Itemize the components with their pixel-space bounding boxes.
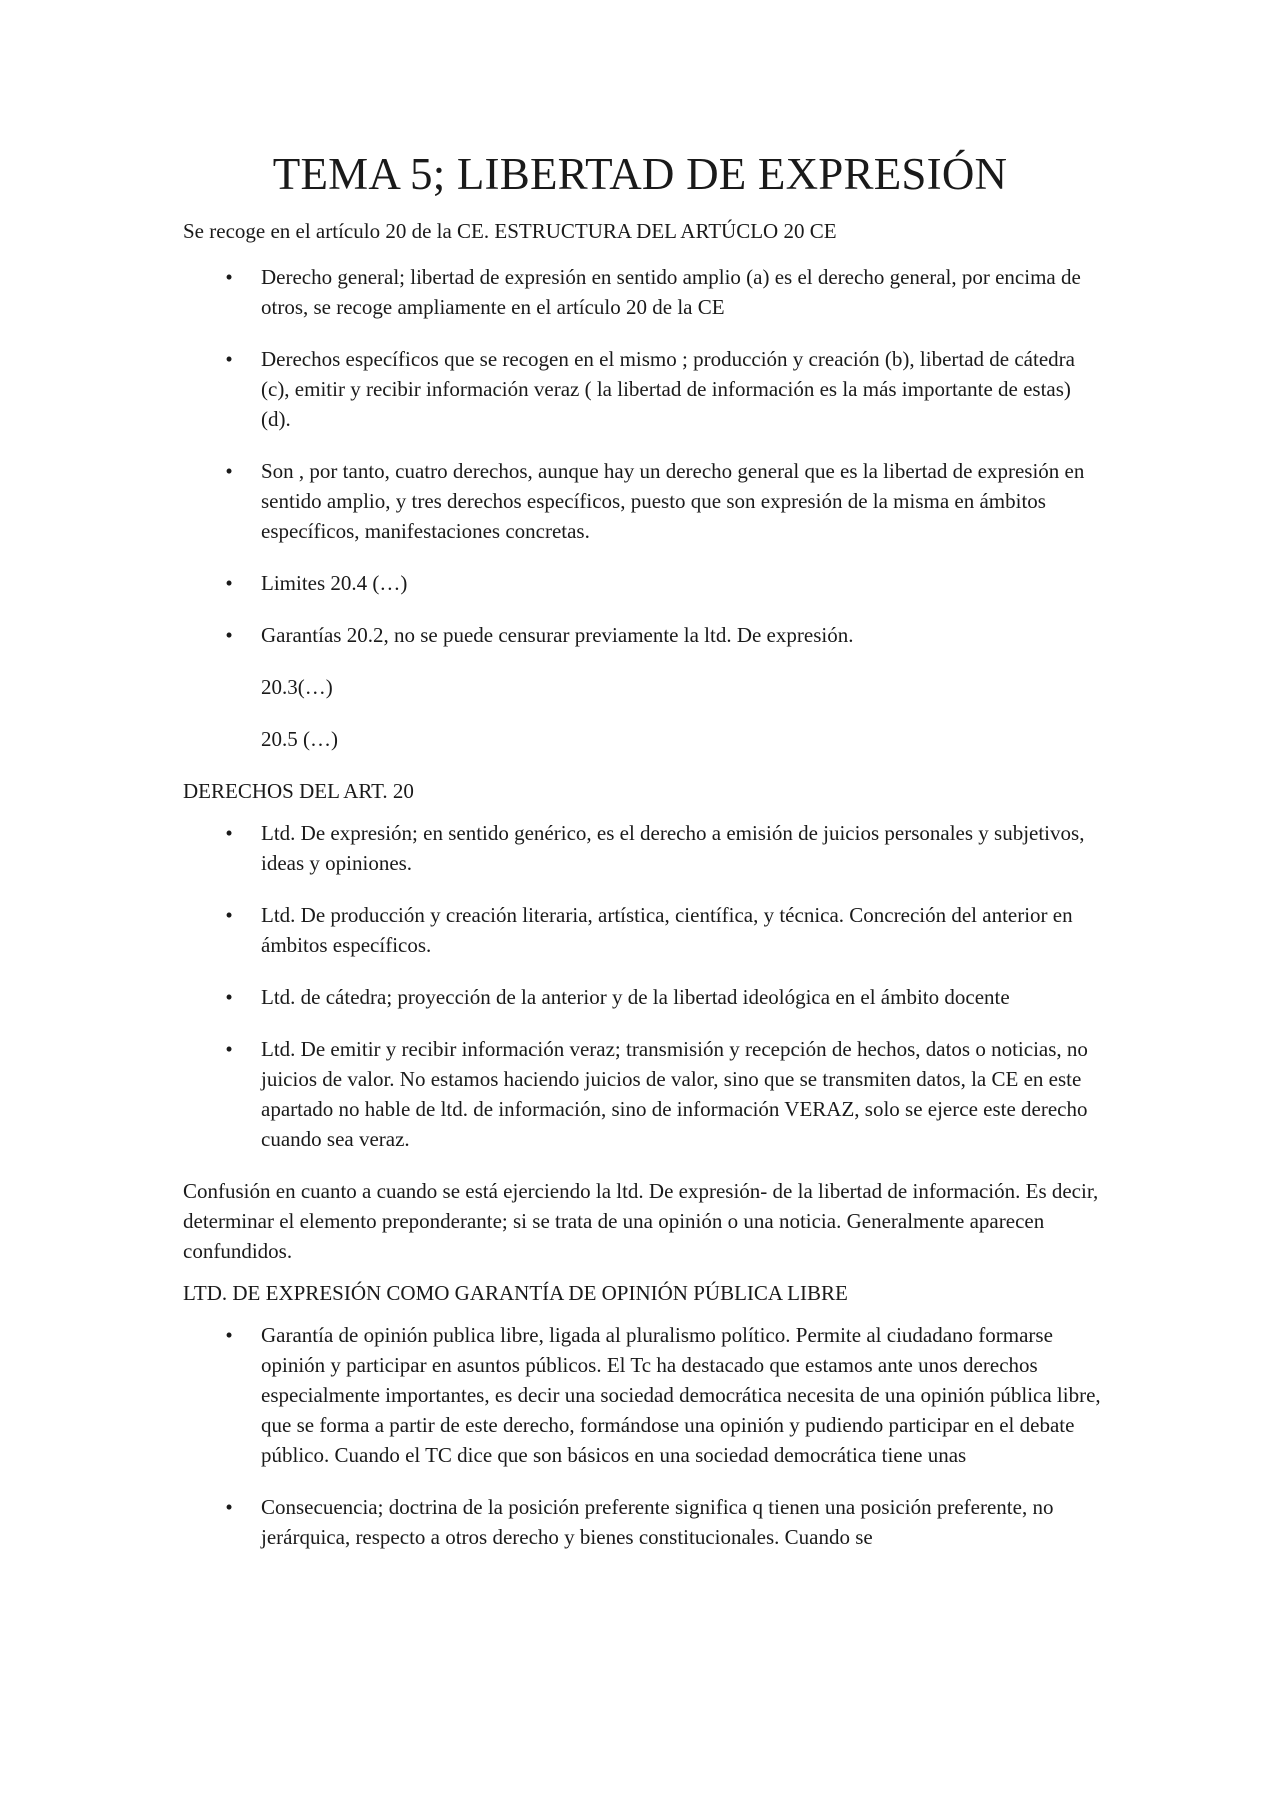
bullet-icon: •	[225, 347, 233, 371]
list-item-text: Derechos específicos que se recogen en el mismo ; producción y creación (b), libertad de cátedra (c), emitir y recibir información veraz ( la libertad de información es la más importante de estas) (d).	[261, 347, 1075, 431]
indented-sub-line: 20.5 (…)	[261, 727, 338, 751]
list-item-text: Ltd. de cátedra; proyección de la anterior y de la libertad ideológica en el ámbito docente	[261, 985, 1010, 1009]
confusion-paragraph: Confusión en cuanto a cuando se está ejerciendo la ltd. De expresión- de la libertad de información. Es decir, determinar el elemento preponderante; si se trata de una opinión o una noticia. Generalmente aparecen confundidos.	[183, 1179, 1099, 1263]
list-item-text: Garantía de opinión publica libre, ligada al pluralismo político. Permite al ciudadano formarse opinión y participar en asuntos públicos. El Tc ha destacado que estamos ante unos derechos especialmente importantes, es decir una sociedad democrática necesita de una opinión pública libre, que se forma a partir de este derecho, formándose una opinión y pudiendo participar en el debate público. Cuando el TC dice que son básicos en una sociedad democrática tiene unas	[261, 1323, 1101, 1467]
section-heading-derechos: DERECHOS DEL ART. 20	[183, 779, 414, 803]
document-body	[183, 216, 1103, 1574]
garantia-bullet-list	[183, 1320, 1103, 1552]
list-item	[183, 982, 1103, 1012]
list-item	[183, 456, 1103, 546]
indented-sub-line: 20.3(…)	[261, 675, 333, 699]
list-item	[183, 1492, 1103, 1552]
list-item	[183, 1320, 1103, 1470]
list-item	[183, 900, 1103, 960]
list-item	[183, 344, 1103, 434]
list-item	[183, 620, 1103, 650]
intro-paragraph: Se recoge en el artículo 20 de la CE. ESTRUCTURA DEL ARTÚCLO 20 CE	[183, 219, 837, 243]
list-item	[183, 1034, 1103, 1154]
bullet-icon: •	[225, 1495, 233, 1519]
bullet-icon: •	[225, 623, 233, 647]
bullet-icon: •	[225, 1323, 233, 1347]
list-item-text: Ltd. De producción y creación literaria, artística, científica, y técnica. Concreción del anterior en ámbitos específicos.	[261, 903, 1073, 957]
list-item-text: Garantías 20.2, no se puede censurar previamente la ltd. De expresión.	[261, 623, 854, 647]
derechos-bullet-list	[183, 818, 1103, 1154]
list-item	[183, 818, 1103, 878]
list-item-text: Consecuencia; doctrina de la posición preferente significa q tienen una posición preferente, no jerárquica, respecto a otros derecho y bienes constitucionales. Cuando se	[261, 1495, 1054, 1549]
page-title: TEMA 5; LIBERTAD DE EXPRESIÓN	[272, 149, 1008, 199]
list-item-text: Ltd. De expresión; en sentido genérico, es el derecho a emisión de juicios personales y subjetivos, ideas y opiniones.	[261, 821, 1085, 875]
bullet-icon: •	[225, 903, 233, 927]
bullet-icon: •	[225, 571, 233, 595]
list-item-text: Ltd. De emitir y recibir información veraz; transmisión y recepción de hechos, datos o noticias, no juicios de valor. No estamos haciendo juicios de valor, sino que se transmiten datos, la CE en este apartado no hable de ltd. de información, sino de información VERAZ, solo se ejerce este derecho cuando sea veraz.	[261, 1037, 1088, 1151]
list-item-text: Son , por tanto, cuatro derechos, aunque hay un derecho general que es la libertad de expresión en sentido amplio, y tres derechos específicos, puesto que son expresión de la misma en ámbitos específicos, manifestaciones concretas.	[261, 459, 1085, 543]
bullet-icon: •	[225, 265, 233, 289]
list-item	[183, 568, 1103, 598]
bullet-icon: •	[225, 821, 233, 845]
list-item-text: Limites 20.4 (…)	[261, 571, 408, 595]
list-item	[183, 262, 1103, 322]
section-heading-garantia: LTD. DE EXPRESIÓN COMO GARANTÍA DE OPINIÓN PÚBLICA LIBRE	[183, 1281, 848, 1305]
structure-bullet-list	[183, 262, 1103, 650]
bullet-icon: •	[225, 459, 233, 483]
list-item-text: Derecho general; libertad de expresión en sentido amplio (a) es el derecho general, por encima de otros, se recoge ampliamente en el artículo 20 de la CE	[261, 265, 1081, 319]
bullet-icon: •	[225, 1037, 233, 1061]
bullet-icon: •	[225, 985, 233, 1009]
